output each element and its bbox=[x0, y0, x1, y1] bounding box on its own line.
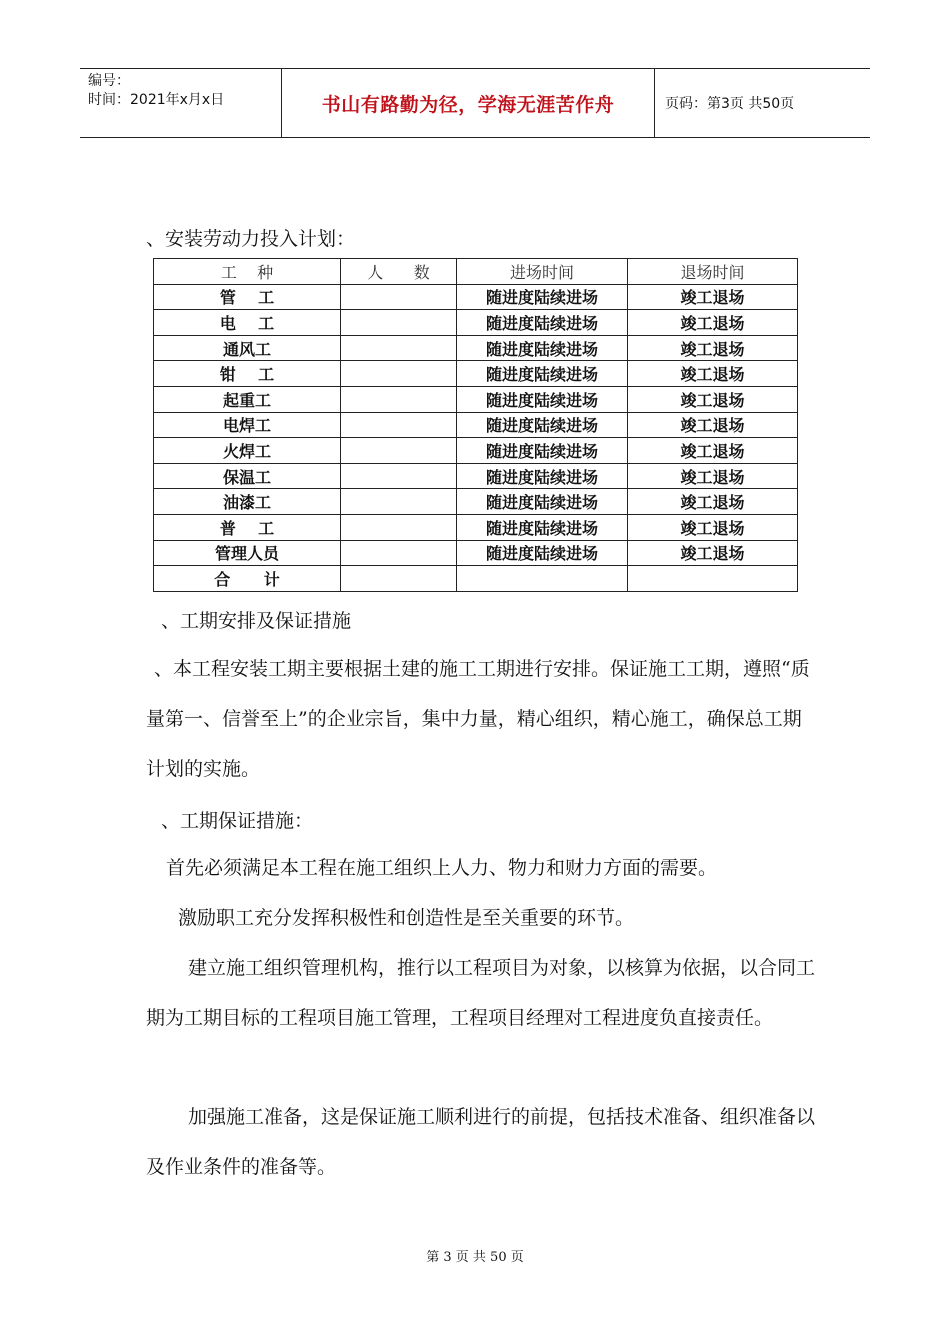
cell-exit: 竣工退场 bbox=[628, 489, 798, 515]
cell-entry: 随进度陆续进场 bbox=[457, 463, 628, 489]
cell-trade: 合 计 bbox=[154, 566, 341, 592]
table-row bbox=[154, 463, 798, 489]
cell-count bbox=[341, 438, 457, 464]
table-row bbox=[154, 489, 798, 515]
col-header-entry: 进场时间 bbox=[457, 259, 628, 285]
cell-exit: 竣工退场 bbox=[628, 386, 798, 412]
cell-count bbox=[341, 412, 457, 438]
cell-trade: 管 工 bbox=[154, 284, 341, 310]
cell-trade: 保温工 bbox=[154, 463, 341, 489]
cell-exit bbox=[628, 566, 798, 592]
table-row bbox=[154, 284, 798, 310]
labor-table-header bbox=[154, 259, 798, 285]
table-row bbox=[154, 514, 798, 540]
measure-3: 建立施工组织管理机构，推行以工程项目为对象，以核算为依据，以合同工期为工期目标的工程项目施工管理，工程项目经理对工程进度负直接责任。 bbox=[146, 957, 816, 1029]
cell-count bbox=[341, 489, 457, 515]
date-label: 时间：2021年x月x日 bbox=[88, 92, 225, 108]
cell-count bbox=[341, 514, 457, 540]
cell-trade: 起重工 bbox=[154, 386, 341, 412]
cell-exit: 竣工退场 bbox=[628, 514, 798, 540]
cell-trade: 通风工 bbox=[154, 335, 341, 361]
cell-trade: 管理人员 bbox=[154, 540, 341, 566]
cell-count bbox=[341, 335, 457, 361]
cell-exit: 竣工退场 bbox=[628, 540, 798, 566]
page-header bbox=[80, 68, 870, 138]
cell-entry: 随进度陆续进场 bbox=[457, 335, 628, 361]
cell-trade: 钳 工 bbox=[154, 361, 341, 387]
cell-entry: 随进度陆续进场 bbox=[457, 361, 628, 387]
measure-4: 加强施工准备，这是保证施工顺利进行的前提，包括技术准备、组织准备以及作业条件的准备等。 bbox=[146, 1106, 816, 1178]
cell-count bbox=[341, 310, 457, 336]
cell-entry bbox=[457, 566, 628, 592]
table-row bbox=[154, 566, 798, 592]
header-meta bbox=[80, 69, 282, 137]
header-page-info: 页码：第3页 共50页 bbox=[665, 96, 795, 112]
cell-exit: 竣工退场 bbox=[628, 361, 798, 387]
cell-exit: 竣工退场 bbox=[628, 310, 798, 336]
cell-exit: 竣工退场 bbox=[628, 438, 798, 464]
cell-count bbox=[341, 361, 457, 387]
measure-1: 首先必须满足本工程在施工组织上人力、物力和财力方面的需要。 bbox=[166, 857, 718, 879]
section-measures-title: 、工期保证措施： bbox=[161, 810, 314, 832]
cell-entry: 随进度陆续进场 bbox=[457, 540, 628, 566]
cell-count bbox=[341, 540, 457, 566]
table-row bbox=[154, 438, 798, 464]
cell-entry: 随进度陆续进场 bbox=[457, 386, 628, 412]
table-row bbox=[154, 335, 798, 361]
cell-trade: 普 工 bbox=[154, 514, 341, 540]
cell-trade: 电焊工 bbox=[154, 412, 341, 438]
number-label: 编号： bbox=[88, 73, 130, 89]
col-header-exit: 退场时间 bbox=[628, 259, 798, 285]
cell-exit: 竣工退场 bbox=[628, 463, 798, 489]
cell-count bbox=[341, 284, 457, 310]
cell-exit: 竣工退场 bbox=[628, 335, 798, 361]
table-row bbox=[154, 361, 798, 387]
section-labor-title: 、安装劳动力投入计划： bbox=[146, 228, 356, 250]
header-motto: 书山有路勤为径，学海无涯苦作舟 bbox=[282, 69, 655, 137]
cell-trade: 电 工 bbox=[154, 310, 341, 336]
cell-count bbox=[341, 463, 457, 489]
cell-trade: 油漆工 bbox=[154, 489, 341, 515]
labor-table bbox=[153, 258, 798, 592]
table-row bbox=[154, 412, 798, 438]
cell-entry: 随进度陆续进场 bbox=[457, 438, 628, 464]
cell-entry: 随进度陆续进场 bbox=[457, 310, 628, 336]
cell-entry: 随进度陆续进场 bbox=[457, 514, 628, 540]
measure-2: 激励职工充分发挥积极性和创造性是至关重要的环节。 bbox=[178, 907, 635, 929]
table-row bbox=[154, 310, 798, 336]
page-footer: 第 3 页 共 50 页 bbox=[426, 1250, 524, 1265]
cell-entry: 随进度陆续进场 bbox=[457, 284, 628, 310]
cell-exit: 竣工退场 bbox=[628, 412, 798, 438]
col-header-count: 人 数 bbox=[341, 259, 457, 285]
table-row bbox=[154, 386, 798, 412]
cell-trade: 火焊工 bbox=[154, 438, 341, 464]
schedule-paragraph: 、本工程安装工期主要根据土建的施工工期进行安排。保证施工工期，遵照“质量第一、信誉至上”的企业宗旨，集中力量，精心组织，精心施工，确保总工期计划的实施。 bbox=[146, 658, 810, 780]
cell-count bbox=[341, 566, 457, 592]
table-row bbox=[154, 540, 798, 566]
cell-exit: 竣工退场 bbox=[628, 284, 798, 310]
cell-count bbox=[341, 386, 457, 412]
col-header-trade: 工 种 bbox=[154, 259, 341, 285]
section-schedule-title: 、工期安排及保证措施 bbox=[161, 610, 352, 632]
cell-entry: 随进度陆续进场 bbox=[457, 412, 628, 438]
cell-entry: 随进度陆续进场 bbox=[457, 489, 628, 515]
